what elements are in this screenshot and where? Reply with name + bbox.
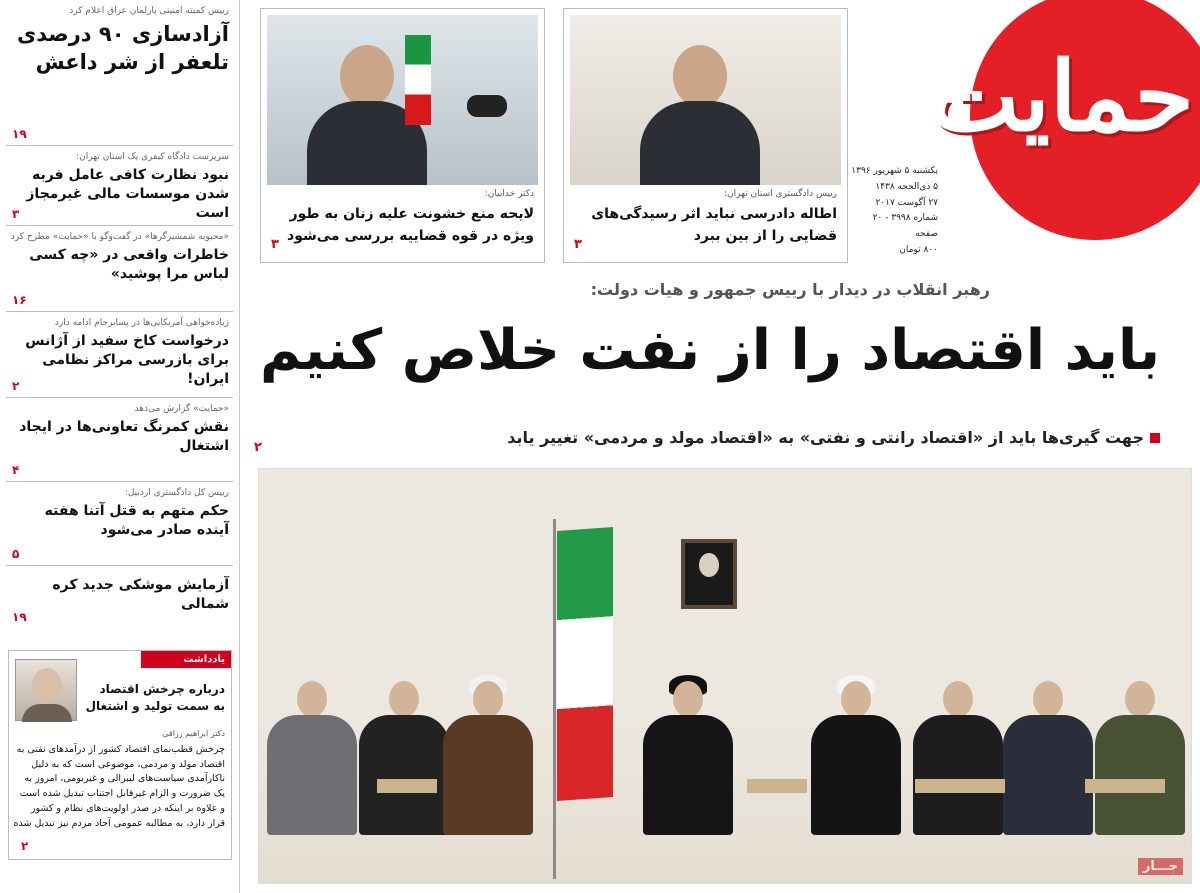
microphone-icon <box>467 95 507 117</box>
feature-photo <box>267 15 538 185</box>
page-number: ۳ <box>12 207 20 221</box>
issue-line: ۸۰۰ تومان <box>899 244 938 255</box>
seated-person <box>359 681 449 831</box>
page-number: ۵ <box>12 547 20 561</box>
story-kicker: «حمایت» گزارش می‌دهد <box>134 404 229 414</box>
story-kicker: زیاده‌خواهی آمریکایی‌ها در پسابرجام ادامه دارد <box>54 318 229 328</box>
main-headline[interactable]: باید اقتصاد را از نفت خلاص کنیم <box>260 318 1160 383</box>
story-title: درخواست کاخ سفید از آژانس برای بازرسی مراکز نظامی ایران! <box>25 333 229 387</box>
seated-person <box>1095 681 1185 831</box>
sidebar-story[interactable] <box>6 566 233 628</box>
bullet-square-icon <box>1150 433 1160 443</box>
flag-pole <box>553 519 556 879</box>
note-title: درباره چرخش اقتصاد به سمت تولید و اشتغال <box>85 682 225 713</box>
feature-kicker: دکتر خدابیان: <box>484 189 534 199</box>
feature-photo <box>570 15 841 185</box>
story-title: نقش کمرنگ تعاونی‌ها در ایجاد اشتغال <box>19 419 229 454</box>
feature-title: اطاله دادرسی نباید اثر رسیدگی‌های قضایی را از بین ببرد <box>591 206 837 245</box>
logo-text: حمایت <box>928 40 1194 153</box>
story-title: آزمایش موشکی جدید کره شمالی <box>52 577 229 612</box>
seated-person <box>643 681 733 831</box>
page-number: ۱۶ <box>12 293 27 307</box>
subline-text: جهت گیری‌ها باید از «اقتصاد رانتی و نفتی» به «اقتصاد مولد و مردمی» تغییر یابد <box>507 428 1144 447</box>
note-author: دکتر ابراهیم رزاقی <box>162 729 225 738</box>
story-kicker: سرپرست دادگاه کیفری یک استان تهران: <box>76 152 229 162</box>
sidebar-story[interactable] <box>6 146 233 226</box>
page-number: ۲ <box>12 379 20 393</box>
page-number: ۳ <box>271 237 279 252</box>
story-kicker: «محبوبه شمشیرگرها» در گفت‌وگو با «حمایت» مطرح کرد <box>10 232 229 242</box>
editorial-note[interactable] <box>8 650 232 860</box>
feature-title: لایحه منع خشونت علیه زنان به طور ویژه در قوه قضاییه بررسی می‌شود <box>287 206 534 245</box>
story-title: خاطرات واقعی در «چه کسی لباس مرا پوشید» <box>29 247 229 282</box>
author-photo <box>15 659 77 721</box>
issue-line: شماره ۳۹۹۸ - ۲۰ صفحه <box>872 213 938 239</box>
sidebar-story[interactable] <box>6 312 233 398</box>
side-table <box>1085 779 1165 793</box>
issue-line: ۲۷ آگوست ۲۰۱۷ <box>875 197 938 208</box>
flag-icon <box>557 527 613 801</box>
flag-icon <box>405 35 431 125</box>
page-number: ۲ <box>254 440 262 455</box>
main-photo <box>258 468 1192 884</box>
person-figure <box>640 35 760 185</box>
sidebar <box>0 0 240 893</box>
feature-kicker: رییس دادگستری استان تهران: <box>723 189 837 199</box>
story-title: آزادسازی ۹۰ درصدی تلعفر از شر داعش <box>17 22 229 75</box>
sidebar-story[interactable] <box>6 398 233 482</box>
side-table <box>377 779 437 793</box>
seated-person <box>913 681 1003 831</box>
watermark-logo: جـــار <box>1138 858 1183 875</box>
page-number: ۱۹ <box>12 127 27 141</box>
issue-line: یکشنبه ۵ شهریور ۱۳۹۶ <box>851 166 938 176</box>
issue-line: ۵ ذی‌الحجه ۱۴۳۸ <box>875 181 938 192</box>
story-kicker: رییس کمیته امنیتی پارلمان عراق اعلام کرد <box>69 6 229 16</box>
seated-person <box>443 681 533 831</box>
headline-subline <box>507 428 1160 447</box>
sidebar-story[interactable] <box>6 0 233 146</box>
issue-info <box>848 164 938 259</box>
story-title: حکم متهم به قتل آتنا هفته آینده صادر می‌شود <box>44 503 229 538</box>
feature-story[interactable] <box>563 8 848 263</box>
note-label: یادداشت <box>141 651 231 668</box>
sidebar-story[interactable] <box>6 226 233 312</box>
side-table <box>915 779 1005 793</box>
portrait-frame <box>681 539 737 609</box>
sidebar-story[interactable] <box>6 482 233 566</box>
feature-story[interactable] <box>260 8 545 263</box>
side-table <box>747 779 807 793</box>
seated-person <box>811 681 901 831</box>
page-number: ۱۹ <box>12 610 27 624</box>
story-title: نبود نظارت کافی عامل فربه شدن موسسات مالی غیرمجاز است <box>26 167 229 221</box>
note-text: چرخش قطب‌نمای اقتصاد کشور از درآمدهای نفتی به اقتصاد مولد و مردمی، موضوعی است که به دلیل ناکارآمدی سیاست‌های لیبرالی و غیربومی، امروز به یک ضرورت و الزام غیرقابل اجتناب تبدیل شده است و علاوه بر اینکه در صدر اولویت‌های نظام و کشور قرار دارد، به مطالبه عمومی آحاد مردم نیز تبدیل شده <box>13 744 225 829</box>
page-number: ۴ <box>12 463 20 477</box>
seated-person <box>1003 681 1093 831</box>
page-number: ۳ <box>574 237 582 252</box>
seated-person <box>267 681 357 831</box>
page-number: ۲ <box>21 839 29 853</box>
headline-overline: رهبر انقلاب در دیدار با رییس جمهور و هیات دولت: <box>590 280 990 299</box>
story-kicker: رییس کل دادگستری اردبیل: <box>124 488 229 498</box>
